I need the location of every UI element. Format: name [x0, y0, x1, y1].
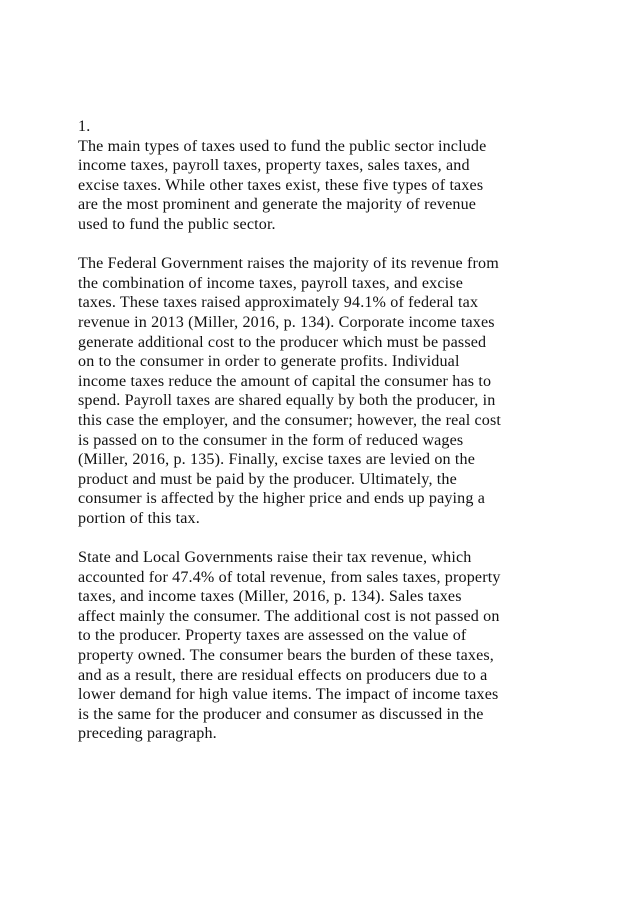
text-line: this case the employer, and the consumer; however, the real cost [78, 411, 502, 429]
text-line: consumer is affected by the higher price and ends up paying a [78, 490, 486, 508]
paragraph-federal-government [78, 254, 598, 528]
text-line: is the same for the producer and consumer as discussed in the [78, 705, 484, 723]
text-line: the combination of income taxes, payroll taxes, and excise [78, 274, 463, 292]
paragraph-tax-types [78, 137, 598, 235]
text-line: affect mainly the consumer. The additional cost is not passed on [78, 607, 500, 625]
text-line: The Federal Government raises the majority of its revenue from [78, 255, 499, 273]
text-line: generate additional cost to the producer which must be passed [78, 333, 487, 351]
text-line: taxes, and income taxes (Miller, 2016, p. 134). Sales taxes [78, 588, 462, 606]
text-line: spend. Payroll taxes are shared equally by both the producer, in [78, 392, 496, 410]
text-line: taxes. These taxes raised approximately 94.1% of federal tax [78, 294, 479, 312]
text-line: excise taxes. While other taxes exist, these five types of taxes [78, 176, 484, 194]
text-line: is passed on to the consumer in the form of reduced wages [78, 431, 464, 449]
document-body [78, 117, 598, 744]
paragraph-state-local-government [78, 548, 598, 744]
item-number: 1. [78, 118, 91, 135]
text-line: State and Local Governments raise their tax revenue, which [78, 549, 472, 567]
text-line: income taxes, payroll taxes, property taxes, sales taxes, and [78, 157, 470, 175]
text-line: income taxes reduce the amount of capital the consumer has to [78, 372, 492, 390]
text-line: accounted for 47.4% of total revenue, from sales taxes, property [78, 568, 501, 586]
text-line: product and must be paid by the producer. Ultimately, the [78, 470, 457, 488]
paragraph-spacer [78, 528, 598, 548]
text-line: portion of this tax. [78, 509, 200, 527]
text-line: to the producer. Property taxes are assessed on the value of [78, 627, 467, 645]
text-line: The main types of taxes used to fund the public sector include [78, 137, 487, 155]
text-line: used to fund the public sector. [78, 215, 276, 233]
text-line: revenue in 2013 (Miller, 2016, p. 134). Corporate income taxes [78, 313, 495, 331]
text-line: and as a result, there are residual effects on producers due to a [78, 666, 488, 684]
text-line: preceding paragraph. [78, 725, 217, 743]
text-line: lower demand for high value items. The impact of income taxes [78, 686, 499, 704]
text-line: (Miller, 2016, p. 135). Finally, excise taxes are levied on the [78, 451, 476, 469]
text-line: are the most prominent and generate the majority of revenue [78, 196, 477, 214]
text-line: property owned. The consumer bears the burden of these taxes, [78, 647, 494, 665]
paragraph-spacer [78, 235, 598, 255]
text-line: on to the consumer in order to generate profits. Individual [78, 353, 460, 371]
